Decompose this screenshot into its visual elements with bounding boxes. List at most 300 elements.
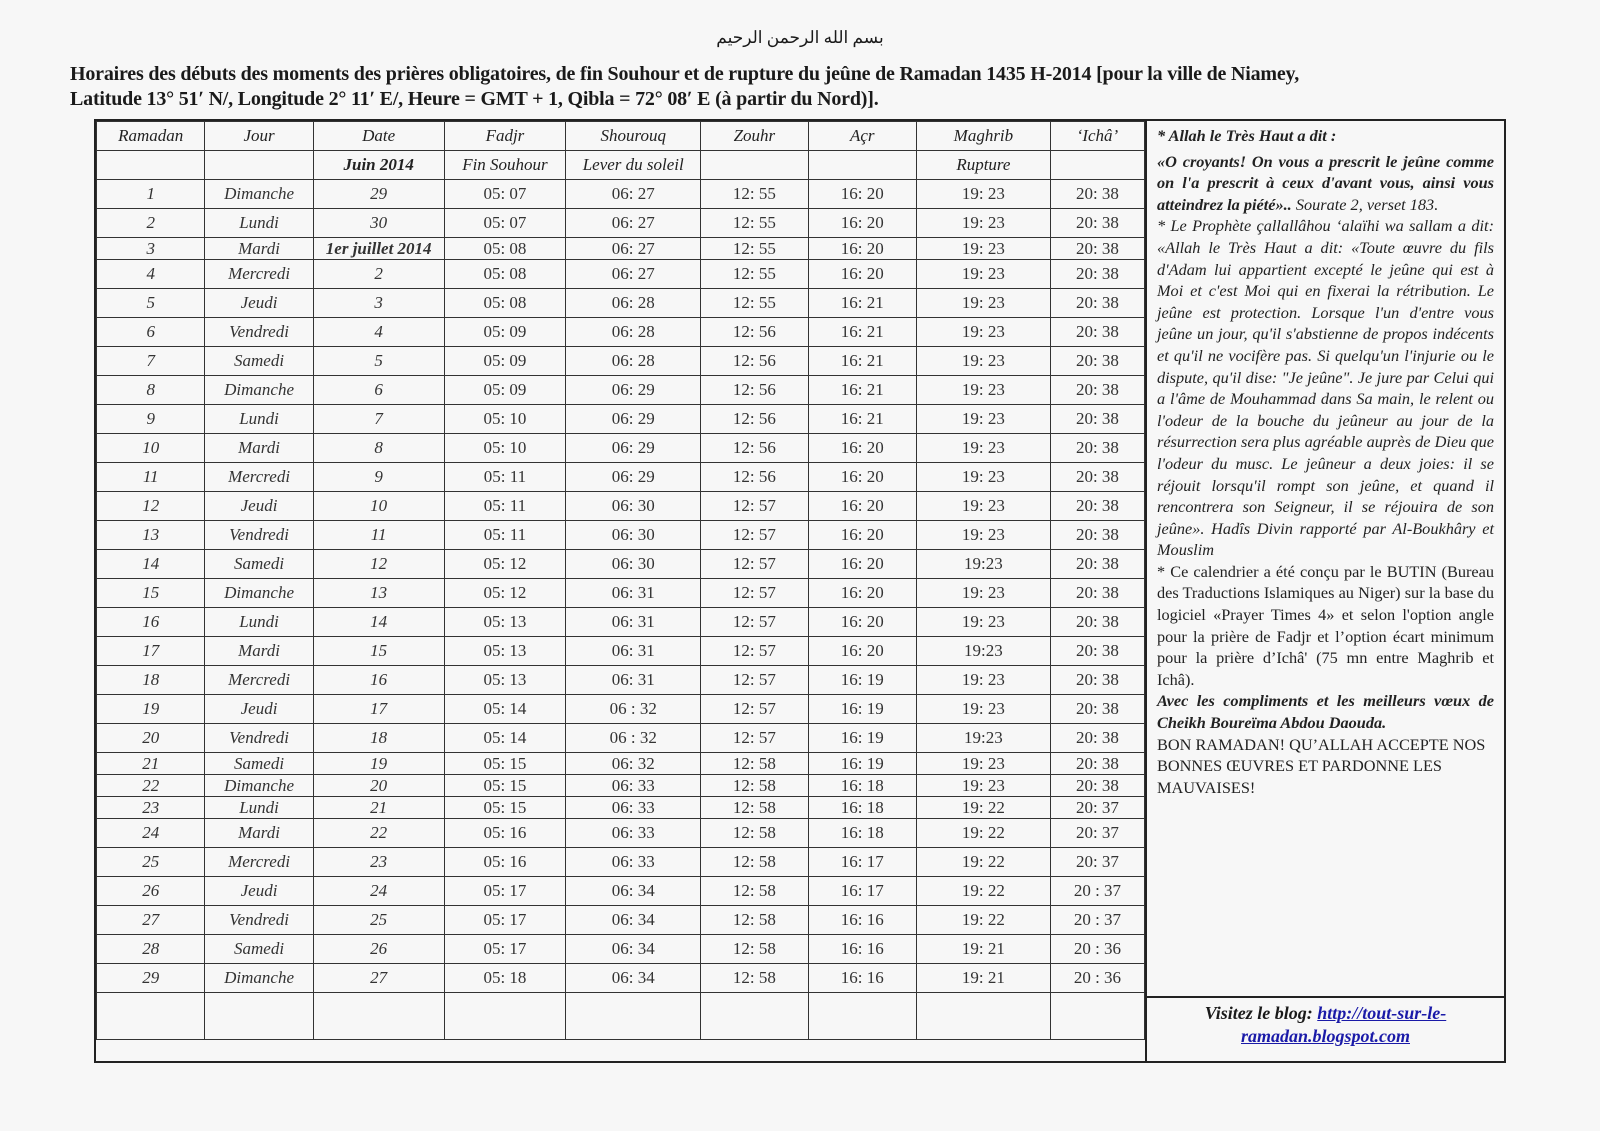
header-row — [97, 122, 1145, 151]
cell-jour: Mercredi — [205, 848, 313, 877]
cell-fadjr: 05: 15 — [444, 775, 566, 797]
col-subheader: Lever du soleil — [566, 151, 701, 180]
bismillah: بسم الله الرحمن الرحيم — [716, 28, 884, 47]
cell-shourouq: 06: 33 — [566, 775, 701, 797]
table-row — [97, 935, 1145, 964]
table-row — [97, 848, 1145, 877]
cell-date: 23 — [313, 848, 444, 877]
table-row — [97, 463, 1145, 492]
cell-acr: 16: 20 — [808, 463, 916, 492]
cell-icha: 20: 38 — [1050, 180, 1144, 209]
cell-fadjr: 05: 09 — [444, 318, 566, 347]
cell-acr: 16: 20 — [808, 637, 916, 666]
cell-zouhr: 12: 58 — [701, 819, 808, 848]
cell-zouhr: 12: 55 — [701, 260, 808, 289]
cell-ramadan: 12 — [97, 492, 205, 521]
cell-zouhr: 12: 55 — [701, 180, 808, 209]
cell-maghrib: 19: 23 — [916, 289, 1050, 318]
cell-date: 27 — [313, 964, 444, 993]
cell-ramadan: 10 — [97, 434, 205, 463]
cell-acr: 16: 17 — [808, 848, 916, 877]
cell-zouhr: 12: 57 — [701, 550, 808, 579]
cell-shourouq: 06: 28 — [566, 347, 701, 376]
cell-fadjr: 05: 08 — [444, 289, 566, 318]
cell-date: 9 — [313, 463, 444, 492]
cell-jour: Vendredi — [205, 724, 313, 753]
hadith-text: * Le Prophète çallallâhou ‘alaïhi wa sallam a dit: «Allah le Très Haut a dit: «Toute œuvre du fils d'Adam lui appartient excepté le jeûne qui est à Moi et c'est Moi qui en fixerai la rétribution. Le jeûne est protection. Lorsque l'un d'entre vous jeûne un jour, qu'il s'abstienne de propos indécents et qu'il ne vocifère pas. Si quelqu'un l'injurie ou le dispute, qu'il dise: "Je jeûne". Je jure par Celui qui a l'âme de Mouhammad dans Sa main, le relent ou l'odeur de la bouche du jeûneur au jour de la résurrection sera plus agréable auprès de Dieu que l'odeur du musc. Le jeûneur a deux joies: il se réjouit lorsqu'il rompt son jeûne, et quand il rencontrera son Seigneur, il se réjouira de son jeûne». Hadîs Divin rapporté par Al-Boukhâry et Mouslim — [1157, 216, 1494, 560]
empty-cell — [1050, 993, 1144, 1040]
table-row — [97, 405, 1145, 434]
cell-shourouq: 06: 29 — [566, 405, 701, 434]
cell-jour: Mercredi — [205, 463, 313, 492]
cell-shourouq: 06: 33 — [566, 819, 701, 848]
cell-date: 14 — [313, 608, 444, 637]
cell-zouhr: 12: 56 — [701, 347, 808, 376]
cell-acr: 16: 18 — [808, 775, 916, 797]
cell-zouhr: 12: 56 — [701, 463, 808, 492]
table-row — [97, 695, 1145, 724]
cell-zouhr: 12: 57 — [701, 579, 808, 608]
cell-shourouq: 06 : 32 — [566, 695, 701, 724]
cell-zouhr: 12: 57 — [701, 608, 808, 637]
cell-acr: 16: 17 — [808, 877, 916, 906]
cell-icha: 20: 37 — [1050, 819, 1144, 848]
cell-icha: 20: 38 — [1050, 608, 1144, 637]
cell-shourouq: 06: 31 — [566, 666, 701, 695]
cell-jour: Dimanche — [205, 180, 313, 209]
cell-fadjr: 05: 10 — [444, 405, 566, 434]
cell-acr: 16: 20 — [808, 579, 916, 608]
cell-maghrib: 19: 22 — [916, 848, 1050, 877]
col-header: ‘Ichâ’ — [1050, 122, 1144, 151]
cell-shourouq: 06: 33 — [566, 848, 701, 877]
cell-shourouq: 06: 29 — [566, 463, 701, 492]
cell-ramadan: 18 — [97, 666, 205, 695]
table-row — [97, 579, 1145, 608]
timetable-sheet — [94, 119, 1506, 1063]
cell-icha: 20: 38 — [1050, 753, 1144, 775]
col-subheader — [205, 151, 313, 180]
cell-maghrib: 19: 23 — [916, 180, 1050, 209]
cell-ramadan: 28 — [97, 935, 205, 964]
cell-ramadan: 16 — [97, 608, 205, 637]
blog-link[interactable]: http://tout-sur-le-ramadan.blogspot.com — [1240, 1003, 1447, 1046]
cell-shourouq: 06: 34 — [566, 964, 701, 993]
cell-date: 17 — [313, 695, 444, 724]
cell-ramadan: 11 — [97, 463, 205, 492]
cell-date: 1er juillet 2014 — [313, 238, 444, 260]
subheader-row — [97, 151, 1145, 180]
cell-date: 30 — [313, 209, 444, 238]
cell-date: 4 — [313, 318, 444, 347]
cell-fadjr: 05: 14 — [444, 695, 566, 724]
cell-ramadan: 20 — [97, 724, 205, 753]
cell-shourouq: 06: 31 — [566, 637, 701, 666]
cell-maghrib: 19: 22 — [916, 819, 1050, 848]
col-header: Açr — [808, 122, 916, 151]
col-subheader: Juin 2014 — [313, 151, 444, 180]
cell-shourouq: 06: 27 — [566, 209, 701, 238]
cell-shourouq: 06: 27 — [566, 260, 701, 289]
cell-maghrib: 19: 21 — [916, 964, 1050, 993]
cell-zouhr: 12: 58 — [701, 775, 808, 797]
cell-date: 24 — [313, 877, 444, 906]
sidebar-notes — [1145, 121, 1504, 996]
cell-date: 25 — [313, 906, 444, 935]
cell-fadjr: 05: 16 — [444, 848, 566, 877]
cell-fadjr: 05: 15 — [444, 797, 566, 819]
cell-fadjr: 05: 07 — [444, 180, 566, 209]
table-row — [97, 434, 1145, 463]
cell-fadjr: 05: 07 — [444, 209, 566, 238]
cell-jour: Dimanche — [205, 964, 313, 993]
cell-maghrib: 19:23 — [916, 550, 1050, 579]
cell-jour: Dimanche — [205, 579, 313, 608]
cell-jour: Mardi — [205, 238, 313, 260]
empty-cell — [916, 993, 1050, 1040]
cell-date: 11 — [313, 521, 444, 550]
cell-maghrib: 19: 23 — [916, 608, 1050, 637]
cell-jour: Mardi — [205, 637, 313, 666]
cell-ramadan: 27 — [97, 906, 205, 935]
table-row — [97, 492, 1145, 521]
cell-acr: 16: 21 — [808, 289, 916, 318]
cell-acr: 16: 20 — [808, 238, 916, 260]
cell-jour: Samedi — [205, 550, 313, 579]
cell-date: 18 — [313, 724, 444, 753]
cell-shourouq: 06: 33 — [566, 797, 701, 819]
table-row — [97, 906, 1145, 935]
table-row — [97, 637, 1145, 666]
cell-acr: 16: 18 — [808, 819, 916, 848]
cell-acr: 16: 20 — [808, 521, 916, 550]
cell-ramadan: 6 — [97, 318, 205, 347]
cell-fadjr: 05: 11 — [444, 492, 566, 521]
compliments-text: Avec les compliments et les meilleurs vœux de Cheikh Boureïma Abdou Daouda. — [1157, 691, 1494, 733]
cell-acr: 16: 19 — [808, 666, 916, 695]
cell-ramadan: 8 — [97, 376, 205, 405]
cell-shourouq: 06: 30 — [566, 492, 701, 521]
cell-icha: 20: 38 — [1050, 724, 1144, 753]
cell-acr: 16: 18 — [808, 797, 916, 819]
cell-zouhr: 12: 58 — [701, 935, 808, 964]
cell-ramadan: 19 — [97, 695, 205, 724]
cell-acr: 16: 21 — [808, 318, 916, 347]
cell-date: 26 — [313, 935, 444, 964]
cell-jour: Dimanche — [205, 376, 313, 405]
page-title — [70, 62, 1520, 112]
cell-date: 15 — [313, 637, 444, 666]
table-row — [97, 877, 1145, 906]
cell-icha: 20: 38 — [1050, 775, 1144, 797]
cell-icha: 20 : 37 — [1050, 877, 1144, 906]
col-subheader — [97, 151, 205, 180]
cell-maghrib: 19: 23 — [916, 579, 1050, 608]
cell-maghrib: 19: 23 — [916, 434, 1050, 463]
cell-zouhr: 12: 57 — [701, 637, 808, 666]
cell-maghrib: 19: 23 — [916, 666, 1050, 695]
cell-icha: 20: 38 — [1050, 238, 1144, 260]
cell-fadjr: 05: 11 — [444, 463, 566, 492]
cell-maghrib: 19:23 — [916, 724, 1050, 753]
cell-date: 5 — [313, 347, 444, 376]
table-row — [97, 775, 1145, 797]
cell-zouhr: 12: 58 — [701, 906, 808, 935]
cell-icha: 20: 38 — [1050, 637, 1144, 666]
cell-fadjr: 05: 18 — [444, 964, 566, 993]
cell-fadjr: 05: 09 — [444, 347, 566, 376]
cell-date: 7 — [313, 405, 444, 434]
cell-zouhr: 12: 56 — [701, 376, 808, 405]
col-header: Zouhr — [701, 122, 808, 151]
cell-fadjr: 05: 09 — [444, 376, 566, 405]
cell-jour: Lundi — [205, 797, 313, 819]
cell-jour: Vendredi — [205, 318, 313, 347]
table-row — [97, 964, 1145, 993]
cell-ramadan: 9 — [97, 405, 205, 434]
cell-date: 20 — [313, 775, 444, 797]
empty-cell — [97, 993, 205, 1040]
cell-jour: Jeudi — [205, 289, 313, 318]
cell-icha: 20: 38 — [1050, 376, 1144, 405]
cell-date: 13 — [313, 579, 444, 608]
col-subheader: Rupture — [916, 151, 1050, 180]
table-row — [97, 608, 1145, 637]
quran-quote: «O croyants! On vous a prescrit le jeûne comme on l'a prescrit à ceux d'avant vous, ainsi vous atteindrez la piété».. — [1157, 151, 1494, 214]
cell-ramadan: 17 — [97, 637, 205, 666]
cell-ramadan: 25 — [97, 848, 205, 877]
cell-fadjr: 05: 08 — [444, 260, 566, 289]
cell-jour: Vendredi — [205, 906, 313, 935]
cell-ramadan: 22 — [97, 775, 205, 797]
cell-date: 2 — [313, 260, 444, 289]
blog-label: Visitez le blog: — [1204, 1003, 1318, 1023]
blog-footer — [1145, 996, 1504, 1063]
cell-date: 19 — [313, 753, 444, 775]
cell-date: 29 — [313, 180, 444, 209]
cell-ramadan: 26 — [97, 877, 205, 906]
cell-zouhr: 12: 57 — [701, 666, 808, 695]
cell-shourouq: 06: 31 — [566, 608, 701, 637]
cell-fadjr: 05: 17 — [444, 935, 566, 964]
cell-maghrib: 19: 23 — [916, 521, 1050, 550]
cell-maghrib: 19: 23 — [916, 405, 1050, 434]
cell-date: 12 — [313, 550, 444, 579]
table-row — [97, 521, 1145, 550]
cell-maghrib: 19: 23 — [916, 260, 1050, 289]
cell-ramadan: 24 — [97, 819, 205, 848]
cell-fadjr: 05: 11 — [444, 521, 566, 550]
cell-icha: 20: 38 — [1050, 289, 1144, 318]
table-row — [97, 347, 1145, 376]
cell-zouhr: 12: 57 — [701, 492, 808, 521]
cell-ramadan: 7 — [97, 347, 205, 376]
cell-shourouq: 06: 27 — [566, 180, 701, 209]
cell-fadjr: 05: 10 — [444, 434, 566, 463]
cell-shourouq: 06: 27 — [566, 238, 701, 260]
cell-zouhr: 12: 57 — [701, 695, 808, 724]
sidebar-heading: * Allah le Très Haut a dit : — [1157, 126, 1337, 145]
prayer-times-table — [96, 121, 1145, 1040]
col-header: Shourouq — [566, 122, 701, 151]
cell-maghrib: 19: 23 — [916, 753, 1050, 775]
cell-zouhr: 12: 56 — [701, 318, 808, 347]
cell-icha: 20: 38 — [1050, 434, 1144, 463]
cell-fadjr: 05: 08 — [444, 238, 566, 260]
cell-ramadan: 29 — [97, 964, 205, 993]
cell-icha: 20: 38 — [1050, 579, 1144, 608]
cell-date: 16 — [313, 666, 444, 695]
cell-icha: 20: 38 — [1050, 463, 1144, 492]
cell-acr: 16: 20 — [808, 260, 916, 289]
col-subheader — [701, 151, 808, 180]
cell-icha: 20: 38 — [1050, 405, 1144, 434]
cell-icha: 20: 38 — [1050, 318, 1144, 347]
cell-zouhr: 12: 57 — [701, 724, 808, 753]
cell-shourouq: 06: 30 — [566, 521, 701, 550]
cell-fadjr: 05: 12 — [444, 579, 566, 608]
cell-acr: 16: 20 — [808, 492, 916, 521]
cell-maghrib: 19: 23 — [916, 347, 1050, 376]
cell-shourouq: 06: 34 — [566, 935, 701, 964]
cell-maghrib: 19: 23 — [916, 318, 1050, 347]
cell-jour: Samedi — [205, 347, 313, 376]
cell-zouhr: 12: 58 — [701, 797, 808, 819]
table-row — [97, 180, 1145, 209]
cell-jour: Mardi — [205, 819, 313, 848]
cell-acr: 16: 20 — [808, 434, 916, 463]
cell-maghrib: 19: 23 — [916, 492, 1050, 521]
empty-cell — [205, 993, 313, 1040]
cell-maghrib: 19: 22 — [916, 906, 1050, 935]
cell-zouhr: 12: 58 — [701, 964, 808, 993]
empty-cell — [808, 993, 916, 1040]
cell-icha: 20: 38 — [1050, 492, 1144, 521]
cell-jour: Mercredi — [205, 666, 313, 695]
table-row — [97, 797, 1145, 819]
cell-icha: 20: 37 — [1050, 848, 1144, 877]
cell-maghrib: 19: 23 — [916, 695, 1050, 724]
cell-date: 22 — [313, 819, 444, 848]
cell-shourouq: 06: 28 — [566, 289, 701, 318]
cell-acr: 16: 19 — [808, 695, 916, 724]
table-row — [97, 376, 1145, 405]
col-subheader — [1050, 151, 1144, 180]
cell-acr: 16: 20 — [808, 180, 916, 209]
cell-acr: 16: 20 — [808, 608, 916, 637]
cell-shourouq: 06: 32 — [566, 753, 701, 775]
cell-acr: 16: 21 — [808, 376, 916, 405]
cell-jour: Jeudi — [205, 695, 313, 724]
empty-cell — [313, 993, 444, 1040]
cell-icha: 20 : 36 — [1050, 935, 1144, 964]
cell-date: 6 — [313, 376, 444, 405]
col-header: Date — [313, 122, 444, 151]
table-row — [97, 550, 1145, 579]
cell-zouhr: 12: 55 — [701, 238, 808, 260]
table-row — [97, 819, 1145, 848]
cell-ramadan: 14 — [97, 550, 205, 579]
cell-zouhr: 12: 58 — [701, 877, 808, 906]
greeting-text: BON RAMADAN! QU’ALLAH ACCEPTE NOS BONNES ŒUVRES ET PARDONNE LES MAUVAISES! — [1157, 734, 1486, 797]
cell-maghrib: 19:23 — [916, 637, 1050, 666]
cell-jour: Jeudi — [205, 492, 313, 521]
cell-jour: Lundi — [205, 405, 313, 434]
cell-date: 10 — [313, 492, 444, 521]
table-row — [97, 753, 1145, 775]
credits-text: * Ce calendrier a été conçu par le BUTIN (Bureau des Traductions Islamiques au Niger) sur la base du logiciel «Prayer Times 4» et selon l'option angle pour la prière de Fadjr et l’option écart minimum pour la prière d’Ichâ' (75 mn entre Maghrib et Ichâ). — [1157, 561, 1494, 689]
cell-ramadan: 21 — [97, 753, 205, 775]
cell-jour: Lundi — [205, 209, 313, 238]
cell-maghrib: 19: 22 — [916, 797, 1050, 819]
col-subheader — [808, 151, 916, 180]
cell-zouhr: 12: 57 — [701, 521, 808, 550]
title-line-1: Horaires des débuts des moments des prières obligatoires, de fin Souhour et de rupture du jeûne de Ramadan 1435 H-2014 [pour la ville de Niamey, — [70, 63, 1300, 85]
cell-jour: Jeudi — [205, 877, 313, 906]
quran-reference: Sourate 2, verset 183. — [1291, 194, 1439, 214]
cell-maghrib: 19: 22 — [916, 877, 1050, 906]
cell-shourouq: 06: 31 — [566, 579, 701, 608]
cell-date: 3 — [313, 289, 444, 318]
cell-fadjr: 05: 16 — [444, 819, 566, 848]
cell-maghrib: 19: 21 — [916, 935, 1050, 964]
cell-shourouq: 06: 30 — [566, 550, 701, 579]
cell-zouhr: 12: 56 — [701, 434, 808, 463]
cell-fadjr: 05: 13 — [444, 637, 566, 666]
cell-shourouq: 06: 29 — [566, 434, 701, 463]
quran-verse — [1157, 151, 1494, 216]
cell-icha: 20: 38 — [1050, 521, 1144, 550]
table-row — [97, 209, 1145, 238]
cell-icha: 20: 38 — [1050, 347, 1144, 376]
cell-icha: 20: 37 — [1050, 797, 1144, 819]
cell-ramadan: 23 — [97, 797, 205, 819]
cell-acr: 16: 21 — [808, 405, 916, 434]
cell-date: 21 — [313, 797, 444, 819]
empty-cell — [444, 993, 566, 1040]
cell-shourouq: 06: 34 — [566, 877, 701, 906]
cell-maghrib: 19: 23 — [916, 775, 1050, 797]
cell-jour: Vendredi — [205, 521, 313, 550]
cell-shourouq: 06 : 32 — [566, 724, 701, 753]
col-header: Ramadan — [97, 122, 205, 151]
table-row — [97, 318, 1145, 347]
cell-fadjr: 05: 15 — [444, 753, 566, 775]
cell-icha: 20: 38 — [1050, 260, 1144, 289]
cell-acr: 16: 16 — [808, 964, 916, 993]
cell-maghrib: 19: 23 — [916, 376, 1050, 405]
cell-zouhr: 12: 58 — [701, 753, 808, 775]
cell-date: 8 — [313, 434, 444, 463]
cell-jour: Mardi — [205, 434, 313, 463]
cell-fadjr: 05: 13 — [444, 666, 566, 695]
cell-jour: Mercredi — [205, 260, 313, 289]
col-header: Fadjr — [444, 122, 566, 151]
cell-acr: 16: 16 — [808, 935, 916, 964]
table-row — [97, 238, 1145, 260]
cell-acr: 16: 20 — [808, 209, 916, 238]
cell-jour: Samedi — [205, 935, 313, 964]
empty-row — [97, 993, 1145, 1040]
cell-ramadan: 3 — [97, 238, 205, 260]
cell-icha: 20: 38 — [1050, 550, 1144, 579]
cell-jour: Samedi — [205, 753, 313, 775]
cell-shourouq: 06: 34 — [566, 906, 701, 935]
cell-ramadan: 1 — [97, 180, 205, 209]
cell-zouhr: 12: 56 — [701, 405, 808, 434]
cell-zouhr: 12: 58 — [701, 848, 808, 877]
col-header: Maghrib — [916, 122, 1050, 151]
